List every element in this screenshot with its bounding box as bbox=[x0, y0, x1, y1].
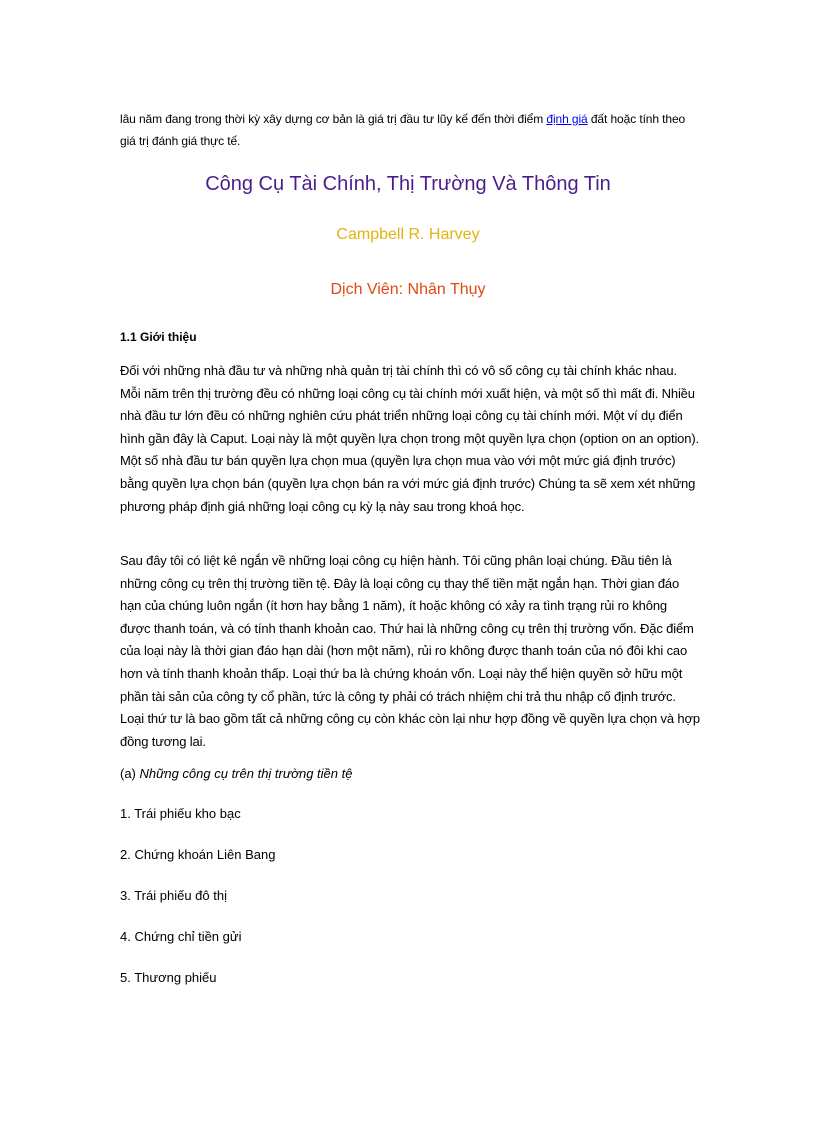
subheading-title: Những công cụ trên thị trường tiền tệ bbox=[139, 766, 353, 781]
list-item: 4. Chứng chỉ tiền gửi bbox=[120, 929, 242, 944]
list-item: 2. Chứng khoán Liên Bang bbox=[120, 847, 276, 862]
author-name: Campbell R. Harvey bbox=[336, 226, 480, 243]
subheading-label: (a) bbox=[120, 766, 140, 781]
list-item: 3. Trái phiếu đô thị bbox=[120, 888, 227, 903]
intro-paragraph bbox=[120, 108, 700, 152]
paragraph-classification: Sau đây tôi có liệt kê ngắn về những loại công cụ hiện hành. Tôi cũng phân loại chúng. Đầu tiên là những công cụ trên thị trường tiền tệ. Đây là loại công cụ thay thế tiền mặt ngắn hạn. Thời gian đáo hạn của chúng luôn ngắn (ít hơn hay bằng 1 năm), ít hoặc không có xảy ra tình trạng rủi ro không được thanh toán, và có tính thanh khoản cao. Thứ hai là những công cụ trên thị trường vốn. Đặc điểm của loại này là thời gian đáo hạn dài (hơn một năm), rủi ro không được thanh toán của nó đôi khi cao hơn và tính thanh khoản thấp. Loại thứ ba là chứng khoán vốn. Loại này thể hiện quyền sở hữu một phần tài sản của công ty cổ phần, tức là công ty phải có trách nhiệm chi trả thu nhập cố định trước. Loại thứ tư là bao gồm tất cả những công cụ còn khác còn lại như hợp đồng về quyền lựa chọn và hợp đồng tương lai. bbox=[120, 553, 700, 749]
section-heading: 1.1 Giới thiệu bbox=[120, 330, 197, 344]
list-item: 5. Thương phiếu bbox=[120, 970, 217, 985]
paragraph-intro: Đối với những nhà đầu tư và những nhà quản trị tài chính thì có vô số công cụ tài chính khác nhau. Mỗi năm trên thị trường đều có những loại công cụ tài chính mới xuất hiện, và một số thì mất đi. Nhiều nhà đầu tư lớn đều có những nghiên cứu phát triển những loại công cụ tài chính mới. Một ví dụ điển hình gần đây là Caput. Loại này là một quyền lựa chọn trong một quyền lựa chọn (option on an option). Một số nhà đầu tư bán quyền lựa chọn mua (quyền lựa chọn mua vào với một mức giá định trước) bằng quyền lựa chọn bán (quyền lựa chọn bán ra với mức giá định trước) Chúng ta sẽ xem xét những phương pháp định giá những loại công cụ kỳ lạ này sau trong khoá học. bbox=[120, 363, 699, 514]
document-title: Công Cụ Tài Chính, Thị Trường Và Thông Tin bbox=[205, 173, 611, 195]
dinh-gia-link[interactable]: định giá bbox=[546, 112, 588, 126]
intro-text-after: đất hoặc tính theo giá trị đánh giá thực tế. bbox=[120, 112, 686, 148]
list-item: 1. Trái phiếu kho bạc bbox=[120, 806, 241, 821]
money-market-subheading bbox=[120, 763, 352, 785]
translator-name: Dịch Viên: Nhân Thụy bbox=[330, 281, 486, 298]
intro-text-before: lâu năm đang trong thời kỳ xây dựng cơ bản là giá trị đầu tư lũy kế đến thời điểm bbox=[120, 112, 547, 126]
